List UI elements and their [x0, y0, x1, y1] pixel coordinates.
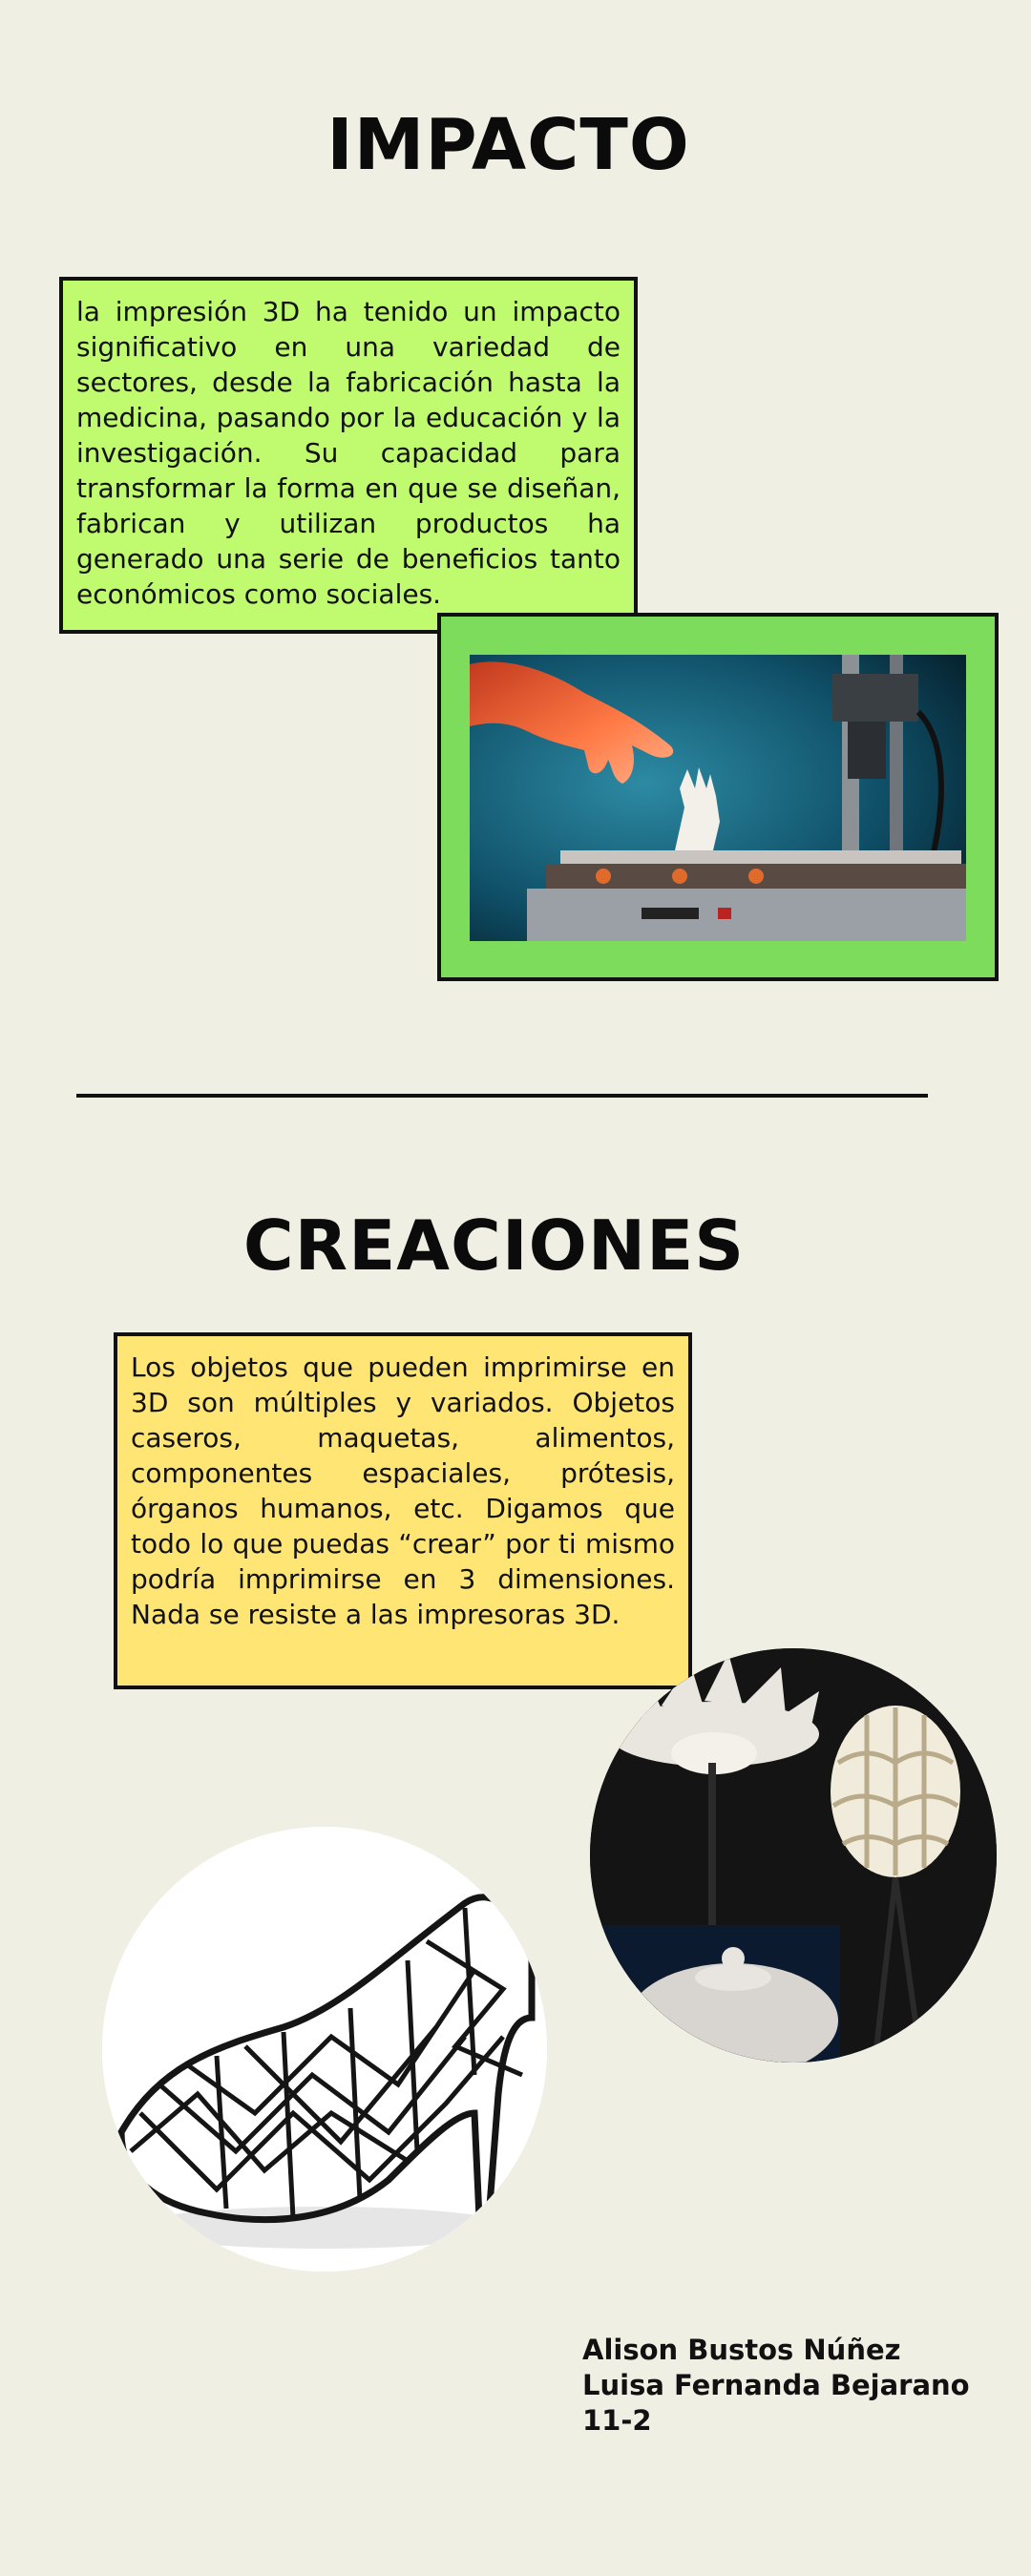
creaciones-title: CREACIONES [242, 1205, 746, 1286]
section-divider [76, 1094, 928, 1098]
3d-printed-lamps-image [590, 1648, 997, 2063]
printer-image-frame [437, 613, 999, 981]
credit-name-1: Alison Bustos Núñez [582, 2334, 901, 2366]
credit-name-2: Luisa Fernanda Bejarano [582, 2369, 970, 2401]
credit-group: 11-2 [582, 2404, 652, 2437]
impacto-title: IMPACTO [326, 104, 690, 186]
impacto-text-box: la impresión 3D ha tenido un impacto significativo en una variedad de sectores, desde la fabricación hasta la medicina, pasando por la educación y la investigación. Su capacidad para transformar la forma en que se diseñan, fabrican y utilizan productos ha generado una serie de beneficios tanto económicos como sociales. [59, 277, 638, 634]
creaciones-text-box: Los objetos que pueden imprimirse en 3D son múltiples y variados. Objetos caseros, maquetas, alimentos, componentes espaciales, prótesis, órganos humanos, etc. Digamos que todo lo que puedas “crear” por ti mismo podría imprimirse en 3 dimensiones. Nada se resiste a las impresoras 3D. [114, 1332, 692, 1689]
3d-printed-shoe-image [102, 1827, 547, 2272]
3d-printer-hand-image [470, 655, 966, 941]
author-credits [582, 2333, 983, 2439]
